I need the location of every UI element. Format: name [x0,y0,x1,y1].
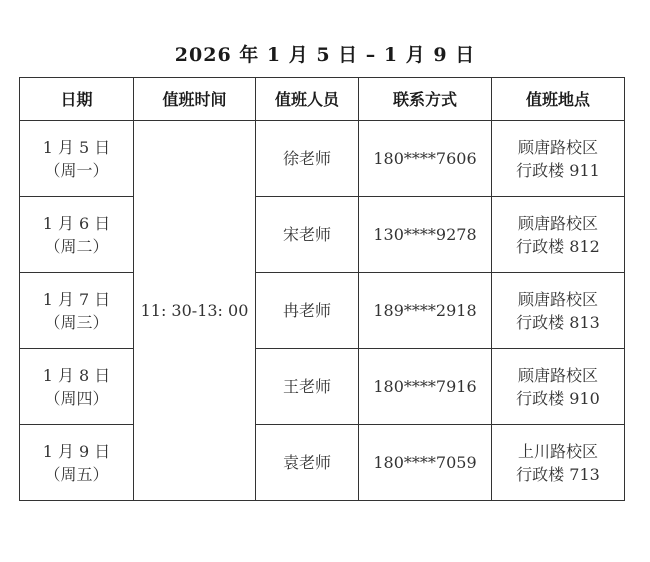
building-text: 行政楼 911 [516,160,600,180]
table-row [20,273,625,349]
phone-cell: 180****7916 [359,349,492,425]
location-cell [492,349,625,425]
building-text: 行政楼 910 [516,388,600,408]
campus-text: 顾唐路校区 [517,137,598,157]
building-text: 行政楼 812 [516,236,600,256]
campus-text: 顾唐路校区 [517,289,598,309]
location-cell [492,121,625,197]
date-text: 1 月 8 日 [42,365,111,385]
phone-cell: 130****9278 [359,197,492,273]
table-header-row [20,78,625,121]
campus-text: 上川路校区 [517,441,598,461]
person-cell: 冉老师 [256,273,359,349]
weekday-text: （周五） [44,464,109,484]
building-text: 行政楼 713 [516,464,600,484]
date-text: 1 月 6 日 [42,213,111,233]
location-cell [492,197,625,273]
date-text: 1 月 7 日 [42,289,111,309]
phone-cell: 180****7059 [359,425,492,501]
duty-schedule-table [19,77,625,501]
header-duty-person: 值班人员 [256,78,359,121]
campus-text: 顾唐路校区 [517,365,598,385]
header-date: 日期 [20,78,134,121]
date-cell [20,425,134,501]
date-text: 1 月 9 日 [42,441,111,461]
header-contact: 联系方式 [359,78,492,121]
person-cell: 袁老师 [256,425,359,501]
date-cell [20,349,134,425]
table-row [20,197,625,273]
location-cell [492,273,625,349]
person-cell: 王老师 [256,349,359,425]
person-cell: 宋老师 [256,197,359,273]
header-location: 值班地点 [492,78,625,121]
date-text: 1 月 5 日 [42,137,111,157]
person-cell: 徐老师 [256,121,359,197]
weekday-text: （周二） [44,236,109,256]
campus-text: 顾唐路校区 [517,213,598,233]
phone-cell: 189****2918 [359,273,492,349]
header-duty-time: 值班时间 [134,78,256,121]
table-row [20,121,625,197]
building-text: 行政楼 813 [516,312,600,332]
phone-cell: 180****7606 [359,121,492,197]
schedule-title: 2026 年 1 月 5 日 – 1 月 9 日 [174,44,476,66]
weekday-text: （周三） [44,312,109,332]
weekday-text: （周四） [44,388,109,408]
table-row [20,425,625,501]
duty-time-cell: 11: 30-13: 00 [134,121,256,501]
date-cell [20,197,134,273]
table-row [20,349,625,425]
date-cell [20,121,134,197]
weekday-text: （周一） [44,160,109,180]
date-cell [20,273,134,349]
location-cell [492,425,625,501]
